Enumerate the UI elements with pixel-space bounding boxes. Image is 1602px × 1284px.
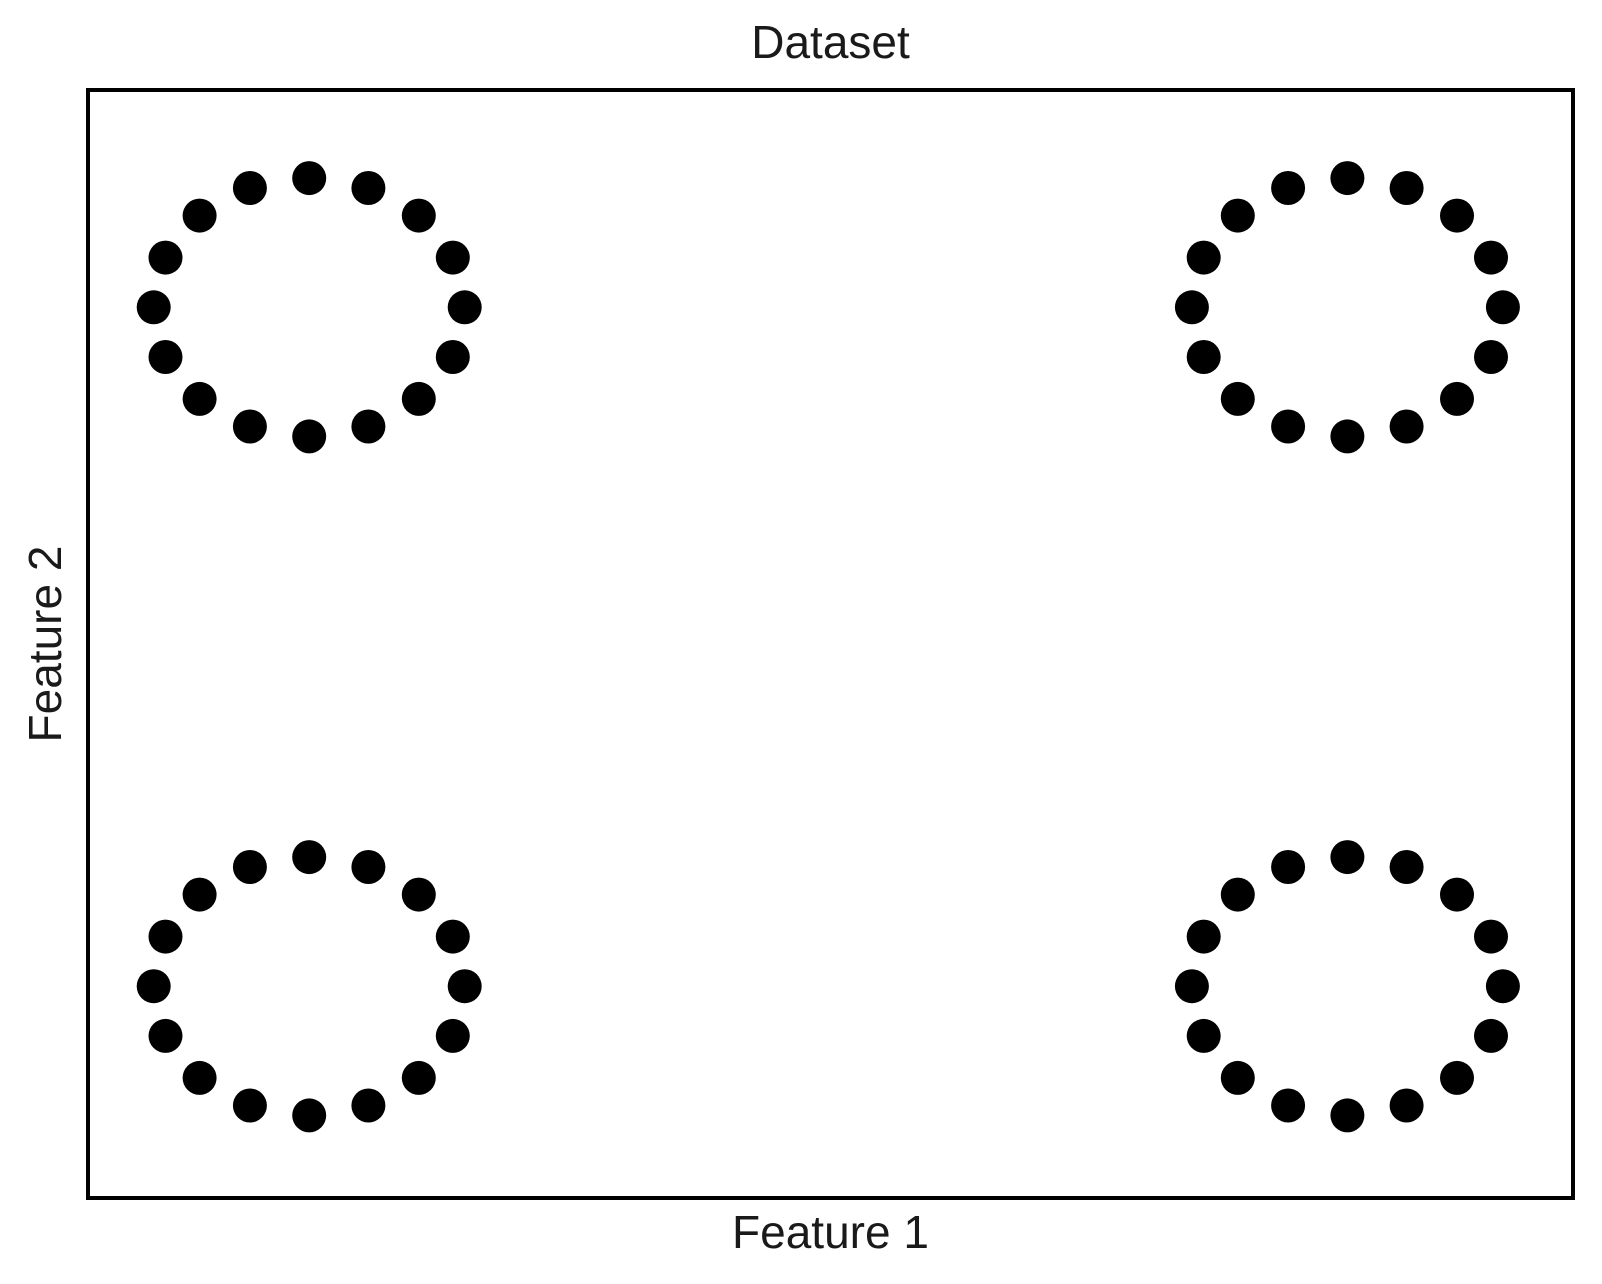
data-point <box>402 1061 436 1095</box>
data-point <box>1271 850 1305 884</box>
data-point <box>183 199 217 233</box>
scatter-plot <box>90 92 1571 1196</box>
data-point <box>1221 382 1255 416</box>
data-point <box>1440 382 1474 416</box>
data-point <box>1330 1098 1364 1132</box>
data-point <box>1271 1089 1305 1123</box>
data-point <box>1440 199 1474 233</box>
data-point <box>402 199 436 233</box>
top-left-ring <box>137 161 482 453</box>
data-point <box>1390 410 1424 444</box>
data-point <box>448 969 482 1003</box>
data-point <box>233 1089 267 1123</box>
data-point <box>137 969 171 1003</box>
data-point <box>292 1098 326 1132</box>
data-point <box>1474 241 1508 275</box>
data-point <box>1330 419 1364 453</box>
data-point <box>436 241 470 275</box>
data-point <box>402 382 436 416</box>
data-point <box>233 410 267 444</box>
data-point <box>137 290 171 324</box>
data-point <box>149 340 183 374</box>
bottom-right-ring <box>1175 840 1520 1132</box>
data-point <box>1187 340 1221 374</box>
data-point <box>1221 199 1255 233</box>
data-point <box>1440 878 1474 912</box>
data-point <box>183 1061 217 1095</box>
data-point <box>1271 410 1305 444</box>
data-point <box>1390 1089 1424 1123</box>
plot-area <box>86 88 1575 1200</box>
data-point <box>233 850 267 884</box>
data-point <box>149 1019 183 1053</box>
data-point <box>1221 878 1255 912</box>
data-point <box>233 171 267 205</box>
data-point <box>1187 241 1221 275</box>
data-point <box>351 410 385 444</box>
data-point <box>402 878 436 912</box>
data-point <box>351 1089 385 1123</box>
data-point <box>149 920 183 954</box>
data-point <box>183 878 217 912</box>
x-axis-label: Feature 1 <box>732 1206 929 1258</box>
data-point <box>436 920 470 954</box>
data-point <box>448 290 482 324</box>
data-point <box>292 161 326 195</box>
chart-title: Dataset <box>751 16 910 68</box>
data-point <box>1271 171 1305 205</box>
data-point <box>1175 290 1209 324</box>
top-right-ring <box>1175 161 1520 453</box>
data-point <box>1330 840 1364 874</box>
data-point <box>149 241 183 275</box>
data-point <box>351 171 385 205</box>
data-point <box>292 419 326 453</box>
data-point <box>1486 290 1520 324</box>
data-point <box>183 382 217 416</box>
data-point <box>1175 969 1209 1003</box>
data-point <box>1486 969 1520 1003</box>
data-point <box>1474 1019 1508 1053</box>
bottom-left-ring <box>137 840 482 1132</box>
data-point <box>351 850 385 884</box>
data-point <box>436 340 470 374</box>
data-point <box>1440 1061 1474 1095</box>
data-point <box>292 840 326 874</box>
y-axis-label: Feature 2 <box>19 545 71 743</box>
data-point <box>1187 1019 1221 1053</box>
data-point <box>1390 850 1424 884</box>
data-point <box>1330 161 1364 195</box>
data-point <box>436 1019 470 1053</box>
data-point <box>1187 920 1221 954</box>
data-point <box>1474 340 1508 374</box>
data-point <box>1390 171 1424 205</box>
data-point <box>1474 920 1508 954</box>
data-point <box>1221 1061 1255 1095</box>
